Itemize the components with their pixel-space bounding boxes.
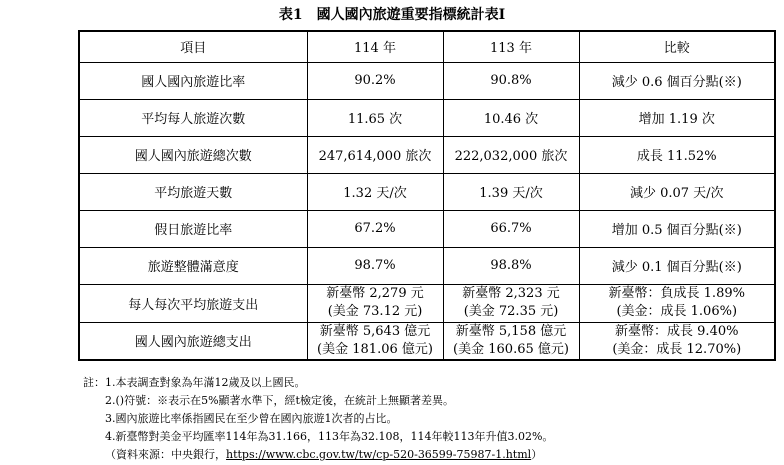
note-item: 2.()符號：※表示在5%顯著水準下，經t檢定後，在統計上無顯著差異。 xyxy=(105,394,454,407)
cell-113: 222,032,000 旅次 xyxy=(443,136,579,173)
table-row xyxy=(79,173,775,210)
cell-line-twd: 新臺幣：成長 9.40% xyxy=(615,323,739,339)
cell-114: 98.7% xyxy=(307,247,443,284)
row-label: 平均每人旅遊次數 xyxy=(79,99,307,136)
row-label: 每人每次平均旅遊支出 xyxy=(79,284,307,322)
table-row xyxy=(79,284,775,322)
note-line xyxy=(83,374,773,392)
table-row xyxy=(79,322,775,360)
cell-line-usd: (美金：成長 1.06%) xyxy=(616,304,738,319)
cell-114 xyxy=(307,284,443,322)
note-line xyxy=(83,428,773,446)
cell-113: 98.8% xyxy=(443,247,579,284)
note-source-suffix: ） xyxy=(531,448,543,461)
note-source-line xyxy=(83,446,773,464)
cell-113 xyxy=(443,284,579,322)
cell-114: 11.65 次 xyxy=(307,99,443,136)
table-title-number: 表1 xyxy=(278,7,303,23)
cell-114 xyxy=(307,322,443,360)
cell-114: 247,614,000 旅次 xyxy=(307,136,443,173)
row-label: 國人國內旅遊比率 xyxy=(79,62,307,99)
cell-compare: 成長 11.52% xyxy=(579,136,775,173)
header-compare: 比較 xyxy=(579,31,775,62)
cell-compare: 增加 0.5 個百分點(※) xyxy=(579,210,775,247)
cell-113: 90.8% xyxy=(443,62,579,99)
cell-114: 1.32 天/次 xyxy=(307,173,443,210)
table-notes xyxy=(83,374,773,464)
row-label: 假日旅遊比率 xyxy=(79,210,307,247)
table-row xyxy=(79,247,775,284)
table-row xyxy=(79,136,775,173)
note-item: 4.新臺幣對美金平均匯率114年為31.166，113年為32.108，114年較113年升值3.02%。 xyxy=(105,430,554,443)
table-title-text: 國人國內旅遊重要指標統計表I xyxy=(316,7,506,23)
cell-line-usd: (美金 72.35 元) xyxy=(463,304,559,319)
cell-113 xyxy=(443,322,579,360)
cell-line-twd: 新臺幣 2,323 元 xyxy=(462,286,560,301)
cell-114: 67.2% xyxy=(307,210,443,247)
table-title xyxy=(0,4,784,26)
cell-line-twd: 新臺幣 5,158 億元 xyxy=(455,323,567,339)
row-label: 平均旅遊天數 xyxy=(79,173,307,210)
cell-line-usd: (美金 73.12 元) xyxy=(327,304,423,319)
table-row xyxy=(79,210,775,247)
cell-compare: 減少 0.1 個百分點(※) xyxy=(579,247,775,284)
note-source-prefix: （資料來源：中央銀行， xyxy=(105,448,226,461)
cell-line-usd: (美金 181.06 億元) xyxy=(317,341,433,357)
note-lead: 註： xyxy=(83,376,105,389)
cell-113: 1.39 天/次 xyxy=(443,173,579,210)
tourism-statistics-table xyxy=(78,30,776,361)
cell-113: 10.46 次 xyxy=(443,99,579,136)
cell-compare: 減少 0.07 天/次 xyxy=(579,173,775,210)
cell-line-twd: 新臺幣：負成長 1.89% xyxy=(608,286,745,301)
cell-compare xyxy=(579,322,775,360)
cell-114: 90.2% xyxy=(307,62,443,99)
note-line xyxy=(83,392,773,410)
note-line xyxy=(83,410,773,428)
source-link[interactable]: https://www.cbc.gov.tw/tw/cp-520-36599-75987-1.html xyxy=(226,448,532,461)
cell-113: 66.7% xyxy=(443,210,579,247)
cell-line-usd: (美金：成長 12.70%) xyxy=(612,341,742,357)
table-row xyxy=(79,99,775,136)
header-item: 項目 xyxy=(79,31,307,62)
cell-compare xyxy=(579,284,775,322)
row-label: 國人國內旅遊總支出 xyxy=(79,322,307,360)
note-item: 3.國內旅遊比率係指國民在至少曾在國內旅遊1次者的占比。 xyxy=(105,412,398,425)
cell-compare: 減少 0.6 個百分點(※) xyxy=(579,62,775,99)
cell-line-usd: (美金 160.65 億元) xyxy=(453,341,569,357)
cell-compare: 增加 1.19 次 xyxy=(579,99,775,136)
table-header-row xyxy=(79,31,775,62)
row-label: 國人國內旅遊總次數 xyxy=(79,136,307,173)
cell-line-twd: 新臺幣 2,279 元 xyxy=(326,286,424,301)
table-row xyxy=(79,62,775,99)
note-item: 1.本表調查對象為年滿12歲及以上國民。 xyxy=(105,376,306,389)
header-year-114: 114 年 xyxy=(307,31,443,62)
header-year-113: 113 年 xyxy=(443,31,579,62)
row-label: 旅遊整體滿意度 xyxy=(79,247,307,284)
cell-line-twd: 新臺幣 5,643 億元 xyxy=(319,323,431,339)
